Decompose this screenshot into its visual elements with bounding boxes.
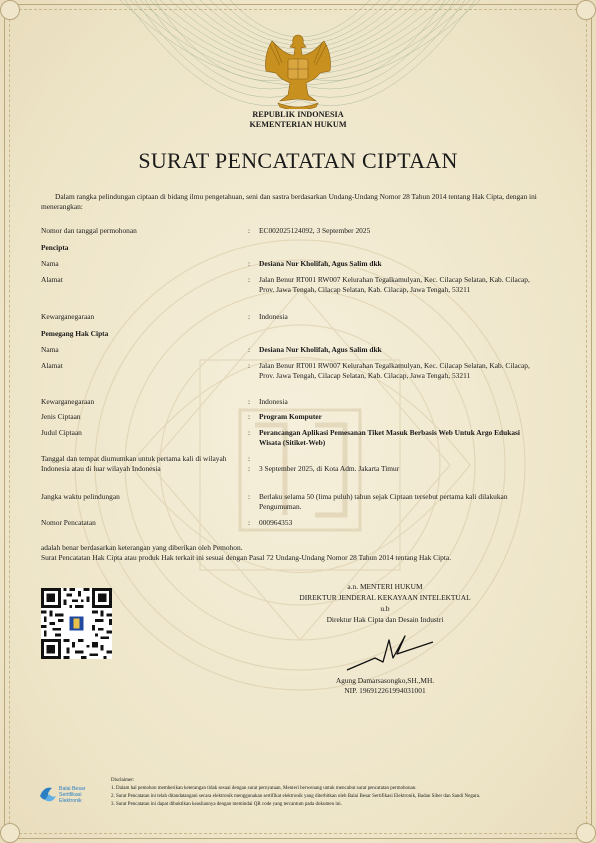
colon: : bbox=[248, 518, 251, 527]
registration-number: 000964353 bbox=[259, 518, 293, 527]
corner-ornament bbox=[576, 0, 596, 20]
bsre-logo-text: Balai Besar bbox=[59, 786, 86, 792]
signature-mark-icon bbox=[345, 628, 435, 673]
corner-ornament bbox=[0, 0, 20, 20]
section-heading-creator: Pencipta bbox=[41, 243, 69, 252]
colon: : bbox=[248, 259, 251, 268]
closing-line: adalah benar berdasarkan keterangan yang diberikan oleh Pemohon. bbox=[41, 543, 243, 552]
colon: : bbox=[248, 361, 251, 370]
colon: : bbox=[248, 412, 251, 421]
publication-date: 3 September 2025, di Kota Adm. Jakarta Timur bbox=[259, 464, 400, 473]
disclaimer-line: 1. Dalam hal pemohon memberikan keterangan tidak sesuai dengan surat pernyataan, Menteri berwenang untuk mencabut surat pencatatan permohonan. bbox=[111, 786, 417, 791]
closing-paragraph: Surat Pencatatan Hak Cipta atau produk Hak terkait ini sesuai dengan Pasal 72 Undang-Undang Nomor 28 Tahun 2014 tentang Hak Cipta. bbox=[41, 553, 452, 562]
application-number: EC002025124092, 3 September 2025 bbox=[259, 226, 371, 235]
field-label: Nama bbox=[41, 259, 59, 268]
field-label: Nomor dan tanggal permohonan bbox=[41, 226, 137, 235]
field-label: Alamat bbox=[41, 275, 63, 284]
field-label: Jangka waktu pelindungan bbox=[41, 492, 120, 501]
document-title: SURAT PENCATATAN CIPTAAN bbox=[138, 148, 458, 173]
colon: : bbox=[248, 492, 251, 501]
signatory-name: Agung Damarsasongko,SH.,MH. bbox=[335, 676, 435, 685]
creator-address: Jalan Benur RT001 RW007 Kelurahan Tegalkamulyan, Kec. Cilacap Selatan, Kab. Cilacap, Prov. Jawa Tengah, Cilacap Selatan, Kab. Cilacap, Jawa Tengah, 53211 bbox=[259, 275, 530, 294]
svg-text:Elektronik: Elektronik bbox=[59, 798, 82, 804]
signature-director: Direktur Hak Cipta dan Desain Industri bbox=[326, 615, 444, 624]
creator-name: Desiana Nur Kholifah, Agus Salim dkk bbox=[259, 259, 382, 268]
disclaimer-line: 2. Surat Pencatatan ini telah ditandatangani secara elektronik menggunakan sertifikat elektronik yang diterbitkan oleh Balai Besar Sertifikasi Elektronik, Badan Siber dan Sandi Negara. bbox=[111, 794, 481, 799]
field-label: Kewarganegaraan bbox=[41, 312, 95, 321]
disclaimer-line: 3. Surat Pencatatan ini dapat dibuktikan keasliannya dengan memindai QR code yang tercantum pada dokumen ini. bbox=[111, 802, 342, 807]
holder-address: Jalan Benur RT001 RW007 Kelurahan Tegalkamulyan, Kec. Cilacap Selatan, Kab. Cilacap, Prov. Jawa Tengah, Cilacap Selatan, Kab. Cilacap, Jawa Tengah, 53211 bbox=[259, 361, 530, 380]
holder-nationality: Indonesia bbox=[259, 397, 288, 406]
garuda-emblem-icon bbox=[250, 25, 346, 109]
country-name: REPUBLIK INDONESIA bbox=[252, 110, 344, 119]
colon: : bbox=[248, 464, 251, 473]
field-label: Nama bbox=[41, 345, 59, 354]
field-label: Kewarganegaraan bbox=[41, 397, 95, 406]
colon: : bbox=[248, 428, 251, 437]
colon: : bbox=[248, 345, 251, 354]
section-heading-holder: Pemegang Hak Cipta bbox=[41, 329, 109, 338]
ministry-name: KEMENTERIAN HUKUM bbox=[249, 120, 347, 129]
holder-name: Desiana Nur Kholifah, Agus Salim dkk bbox=[259, 345, 382, 354]
creator-nationality: Indonesia bbox=[259, 312, 288, 321]
field-label: Tanggal dan tempat diumumkan untuk pertama kali di wilayah Indonesia atau di luar wilayah Indonesia bbox=[41, 454, 227, 473]
signature-on-behalf: a.n. MENTERI HUKUM bbox=[347, 582, 423, 591]
field-label: Alamat bbox=[41, 361, 63, 370]
colon: : bbox=[248, 397, 251, 406]
signature-ub: u.b bbox=[380, 604, 390, 613]
colon: : bbox=[248, 275, 251, 284]
colon: : bbox=[248, 454, 251, 463]
corner-ornament bbox=[576, 823, 596, 843]
disclaimer-title: Disclaimer: bbox=[111, 778, 135, 783]
field-label: Judul Ciptaan bbox=[41, 428, 82, 437]
svg-text:Sertifikasi: Sertifikasi bbox=[59, 792, 82, 798]
colon: : bbox=[248, 312, 251, 321]
intro-paragraph: Dalam rangka pelindungan ciptaan di bidang ilmu pengetahuan, seni dan sastra berdasarkan Undang-Undang Nomor 28 Tahun 2014 tentang Hak Cipta, dengan ini menerangkan: bbox=[41, 192, 537, 211]
signatory-nip: NIP. 196912261994031001 bbox=[344, 686, 426, 695]
work-type: Program Komputer bbox=[259, 412, 322, 421]
work-title: Perancangan Aplikasi Pemesanan Tiket Masuk Berbasis Web Untuk Argo Edukasi Wisata (Sitiket-Web) bbox=[259, 428, 520, 447]
bsre-logo-icon bbox=[38, 782, 98, 806]
field-label: Jenis Ciptaan bbox=[41, 412, 81, 421]
protection-period: Berlaku selama 50 (lima puluh) tahun sejak Ciptaan tersebut pertama kali dilakukan Pengumuman. bbox=[259, 492, 508, 511]
field-label: Nomor Pencatatan bbox=[41, 518, 96, 527]
corner-ornament bbox=[0, 823, 20, 843]
colon: : bbox=[248, 226, 251, 235]
signature-director-general: DIREKTUR JENDERAL KEKAYAAN INTELEKTUAL bbox=[299, 593, 471, 602]
